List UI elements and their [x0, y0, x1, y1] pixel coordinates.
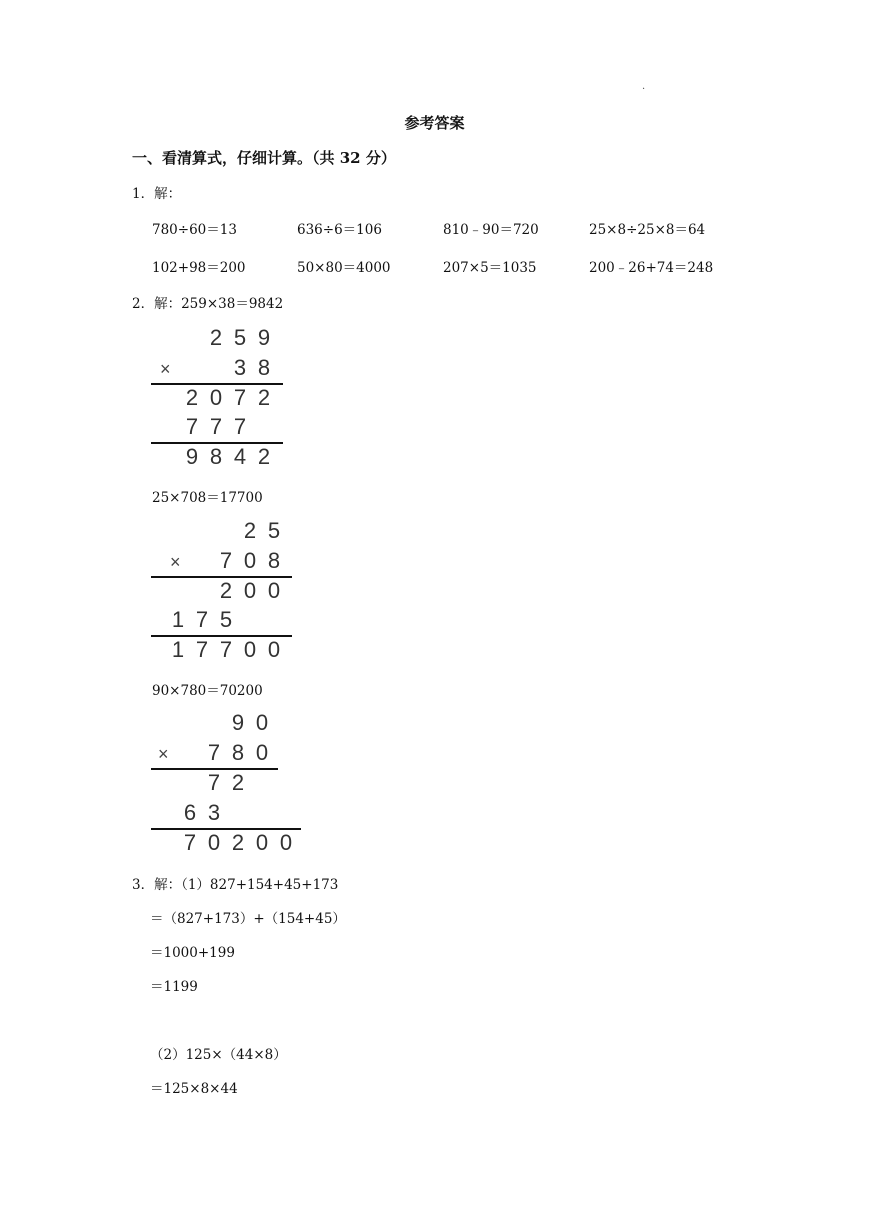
- multiply-sign: ×: [160, 359, 171, 379]
- digit: 0: [267, 578, 281, 603]
- digit: 0: [255, 710, 269, 735]
- digit: 0: [243, 548, 257, 573]
- q3-part2: （2）125×（44×8）: [150, 1047, 287, 1063]
- q2-equation: 90×780＝70200: [152, 683, 263, 699]
- digit: 7: [233, 385, 247, 410]
- digit: 4: [233, 444, 247, 469]
- q1-label: 1．解：: [132, 186, 182, 202]
- digit: 7: [209, 414, 223, 439]
- digit: 2: [185, 385, 199, 410]
- multiply-sign: ×: [158, 744, 169, 764]
- digit: 7: [183, 830, 197, 855]
- digit: 3: [233, 355, 247, 380]
- page-title: 参考答案: [404, 114, 465, 132]
- digit: 1: [171, 637, 185, 662]
- digit: 7: [207, 740, 221, 765]
- q1-equation: 102+98＝200: [152, 260, 246, 276]
- digit: 2: [219, 578, 233, 603]
- digit: 7: [185, 414, 199, 439]
- digit: 5: [267, 518, 281, 543]
- q3-step: ＝（827+173）+（154+45）: [150, 911, 346, 927]
- digit: 3: [207, 800, 221, 825]
- digit: 7: [233, 414, 247, 439]
- q3-label: 3．解：（1）827+154+45+173: [132, 877, 339, 893]
- q2-equation: 25×708＝17700: [152, 490, 263, 506]
- digit: 2: [231, 830, 245, 855]
- section-heading: 一、看清算式，仔细计算。（共 32 分）: [132, 149, 396, 167]
- digit: 2: [231, 770, 245, 795]
- digit: 0: [255, 830, 269, 855]
- q1-equation: 636÷6＝106: [297, 222, 382, 238]
- q1-equation: 810﹣90＝720: [443, 222, 539, 238]
- q1-equation: 25×8÷25×8＝64: [589, 222, 706, 238]
- digit: 7: [195, 607, 209, 632]
- digit: 9: [257, 325, 271, 350]
- digit: 8: [209, 444, 223, 469]
- digit: 8: [231, 740, 245, 765]
- digit: 0: [267, 637, 281, 662]
- digit: 2: [209, 325, 223, 350]
- digit: 9: [185, 444, 199, 469]
- q3-step: ＝125×8×44: [150, 1081, 238, 1097]
- digit: 2: [243, 518, 257, 543]
- digit: 9: [231, 710, 245, 735]
- digit: 0: [207, 830, 221, 855]
- page-dot: ·: [642, 84, 646, 95]
- digit: 0: [279, 830, 293, 855]
- digit: 1: [171, 607, 185, 632]
- digit: 8: [257, 355, 271, 380]
- digit: 0: [243, 637, 257, 662]
- digit: 0: [209, 385, 223, 410]
- q1-equation: 780÷60＝13: [152, 222, 237, 238]
- q1-equation: 200﹣26+74＝248: [589, 260, 714, 276]
- digit: 5: [219, 607, 233, 632]
- q1-equation: 50×80＝4000: [297, 260, 391, 276]
- digit: 7: [219, 637, 233, 662]
- digit: 8: [267, 548, 281, 573]
- multiply-sign: ×: [170, 552, 181, 572]
- digit: 2: [257, 385, 271, 410]
- digit: 5: [233, 325, 247, 350]
- q3-step: ＝1000+199: [150, 945, 235, 961]
- digit: 2: [257, 444, 271, 469]
- q3-step: ＝1199: [150, 979, 198, 995]
- digit: 7: [219, 548, 233, 573]
- digit: 0: [255, 740, 269, 765]
- q2-label: 2．解：259×38＝9842: [132, 296, 284, 312]
- digit: 6: [183, 800, 197, 825]
- q1-equation: 207×5＝1035: [443, 260, 537, 276]
- digit: 7: [195, 637, 209, 662]
- digit: 7: [207, 770, 221, 795]
- digit: 0: [243, 578, 257, 603]
